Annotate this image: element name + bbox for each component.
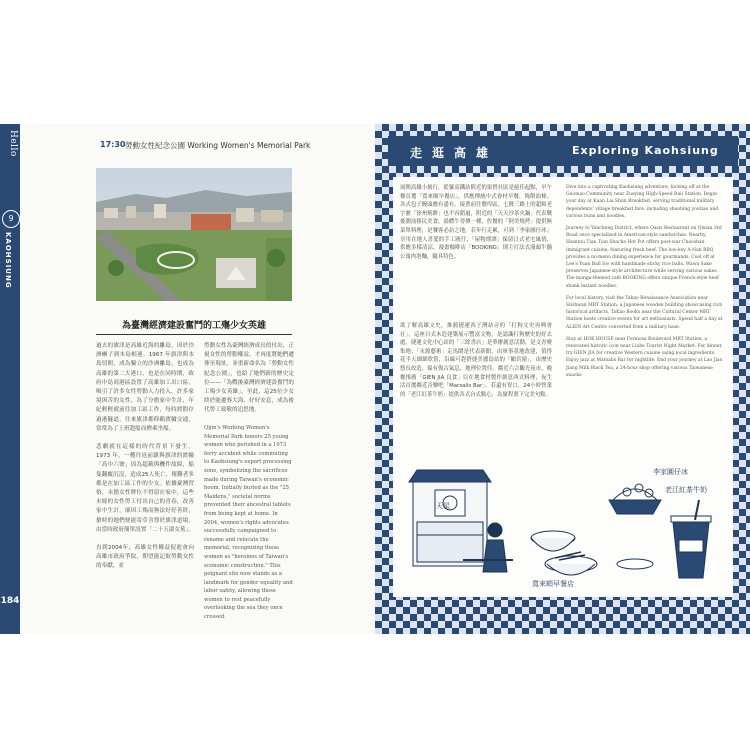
- photo-caption: 為臺灣經濟建設奮鬥的工殤少女英雄: [96, 318, 292, 335]
- illus-label-tea: 老江紅茶牛奶: [665, 486, 707, 494]
- en-paragraph: Stay at HOK HOUSE near Formosa Boulevard MRT Station, a renovated historic icon near Liuhe Tourist Night Market. For dinner, try GIEN JIA for creative Western cuisine using local ingredients. Enjoy jazz at Marsalis Bar for nightlife. End your journey at Lao Jiao Jiang Milk Black Tea, a 24-hour shop offering various Taiwanese snacks.: [566, 336, 723, 378]
- en-guide-column: [566, 184, 726, 379]
- zh-paragraph: 悲劇就在這樣的時代背景下發生。1973 年，一艘往返前鎮與旗津的渡輪「高中六號」因為超載與機件故障，船隻翻覆沉沒，造成25人死亡，罹難者多都是在加工區工作的少女。依據臺灣習俗，未婚女性牌位不得留在家中，這些未嫁的女性勞工付出自己的青春，改善家中生計，卻因工殤而無法好好善終，搶時的她們便能寄草含尊於旗津道場，由當時政府簡單設置「二十五淑女墓」。: [96, 444, 194, 533]
- banner-title-en: Exploring Kaohsiung: [572, 144, 719, 157]
- en-paragraph: For local history, visit the Takao Renaissance Association near Sizihwan MRT Station, a Japanese wooden building showcasing rich historical artifacts. TaKao Books near the Cultural Center MRT Station hosts creative events for art enthusiasts. Spend half a day at ALIEN Art Centre converted from a military base.: [566, 295, 723, 330]
- en-column: Qijin's Working Women's Memorial Park honors 25 young women who perished in a 1973 ferry accident while commuting to Kaohsiung's export processing zone, symbolizing the sacrifices made during Taiwan's economic boom. Initially buried as the "25 Maidens," societal norms prevented their ancestral tablets from being kept at home. In 2004, women's rights advocates successfully campaigned to rename and relocate the memorial, recognizing these women as "heroines of Taiwan's economic construction." This poignant site now stands as a landmark for gender equality and labor safety, allowing these women to rest peacefully overlooking the sea they once crossed.: [204, 425, 293, 621]
- zh-paragraph: 過去的旗津是高雄近海的離島，因於沙洲嶼子到本島相連。1967 年旗津與本島切開，成為獨立的沙洲離島，也成為高雄的第二大港口，也是在同時期，政府中島商港區設置了高雄加工出口區，吸引了許多女性勞動人力投入，許多家境困苦的女性，為了分擔家中生計，年紀輕輕就前往加工區工作，每時渡假存過港隧道，往來旗津都仰賴渡輪交通，常常為了上班趕船而擠乘坐船。: [96, 343, 194, 432]
- chapter-number: 9: [2, 210, 20, 228]
- food-illustration: [403, 460, 725, 590]
- chapter-city: KAOHSIUNG: [4, 232, 12, 289]
- zh-column-1: [96, 342, 194, 572]
- page-number: 184: [0, 596, 20, 606]
- banner-title-zh: 走逛高雄: [410, 146, 499, 160]
- illus-label-breakfast: 寬來順早餐店: [532, 580, 574, 588]
- visit-time: 17:30: [100, 140, 126, 149]
- stall-sign-text: 天星: [436, 502, 450, 510]
- zh-guide-paragraph-2: 欲了解高雄文史，推薦捷運西子灣站旁的「打狗文史再興會社」，這座日式木造建築展示豐富文物，是認識打狗歷史的好去處，捷運文化中心站的「三餘書店」是華辦創意活動，是文青聚集地；「永源藝術」走馬鬧是代表新館，由軍事基地改建，值得花半天細細欣賞，沿線可趕搭捷美麗島站的「鶴宮窗」，由歷史悠長改造，保有復古氣息，地理位置佳，鄰近六合觀光夜市，晚餐推薦「GIEN JIA 良食」以在地食材製作創意西式料理，夜生活首選鄰近音樂吧「Marsalis Bar」，若還有胃口，24小時營業的「老江紅茶牛奶」提供各式台式點心，為旅程畫下完美句點。: [400, 323, 552, 398]
- memorial-park-photo: [96, 168, 292, 301]
- series-logo: Hello: [8, 130, 18, 157]
- place-title: 勞動女性紀念公園 Working Women's Memorial Park: [125, 141, 311, 150]
- zh-paragraph: 直到2004年，高雄女性權益促進會向高雄市政府爭取，期望能記取勞動女性的奉獻，並: [96, 545, 194, 570]
- en-paragraph: Dive into a captivating Kaohsiung adventure, kicking off at the Guomao Community near Zuoying High-Speed Rail Station. Begin your day at Kuan Lai Shun Breakfast, serving traditional military dependents' village breakfast fare, including shaobing youtiao and various buns and noodles.: [566, 185, 719, 219]
- zh-guide-paragraph-1: 展開高雄小旅行，從緊高鐵站附近的果貿社區是絕佳起點，早午餐首選「寬來順早餐店」，供應傳統中式眷村早餐，燒餅油條、各式包子饅頭應有盡有，接著前往鹽埕區，七賢三路上的超級老字號「徐州燒餅」也不容錯過，附近的「天天沙茶火鍋」代表戰後潮汕移民美食，湯體牛蒡傳一種，佐餐的「阿美燒烤」提供無菜單料理，是饕客必訪之地，若步行走累，可到「李家圓仔冰」享用在地人喜愛的手工圓仔，「屋物漂漂」保留日式老宅風情，供應多樣清涼，漫畫咖啡店「BOOKING」則主打法式漫頭牛髓公寓肉泡麵，隨具特色。: [400, 185, 552, 260]
- chapter-spine: [0, 124, 20, 634]
- en-paragraph: Journey to Yancheng District, where Oasis Restaurant on Qixian 3rd Road once specialized in American-style sandwiches. Nearby, Shantou Tian Tian Shacha Hot Pot offers post-war Chaoshan immigrant cuisine, featuring fresh beef. The low-key A-Nan BBQ provides a no-menu dining experience for gourmands. Cool off at Lee's Yuan Ball Ice with handmade sticky rice balls. Wawa Sake preserves Japanese-style architecture while serving various sakes. The manga-themed café BOOKING offers unique French-style beef shank instant noodles.: [566, 226, 722, 289]
- illus-label-ice: 李家圓仔冰: [653, 468, 688, 476]
- zh-column-2: 勞動女性為臺灣經濟成長的付出，正視女性的勞動權益，才再度將她們遷葬至現址，並重新命名為「勞動女性紀念公園」，也給了她們新的歷史定位——「為戰後臺灣經濟建設奮鬥的工殤少女英雄」。至此，這25位少女終於能遷葬大海，好好安息，成為後代勞工致敬的追思地。: [204, 343, 294, 414]
